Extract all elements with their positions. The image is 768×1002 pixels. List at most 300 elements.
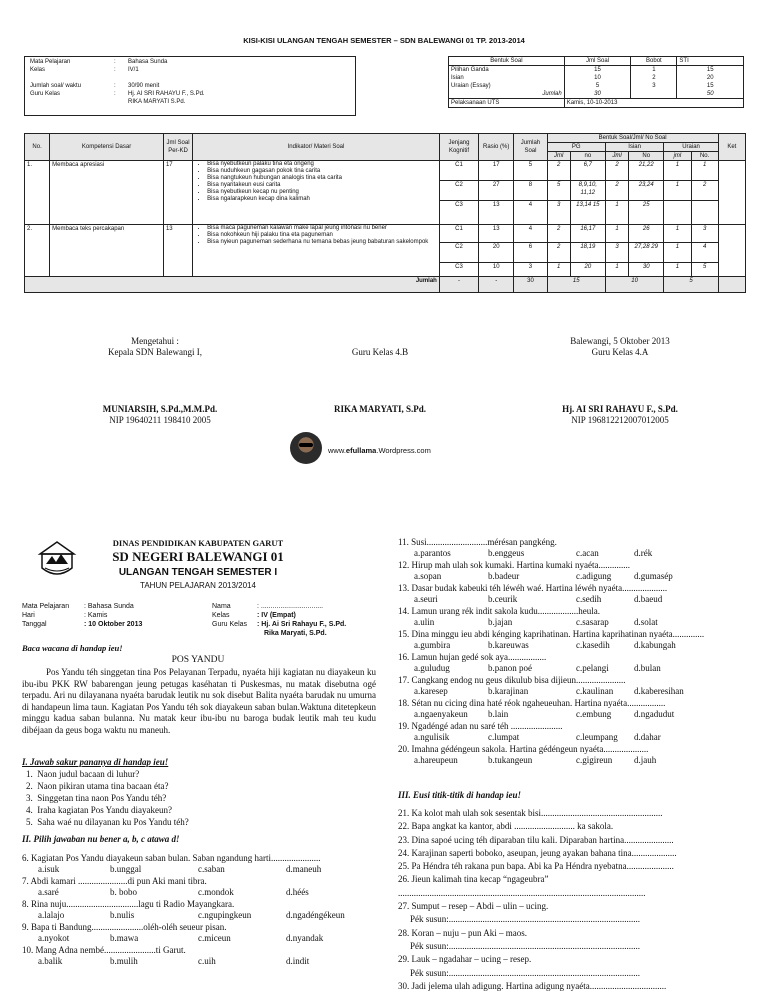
answer-option[interactable]: c.kaulinan <box>576 686 614 696</box>
answer-option[interactable]: b.karajinan <box>488 686 529 696</box>
answer-option[interactable]: d.gumasép <box>634 571 673 581</box>
fill-blank-item: Pék susun:..................................................................................... <box>410 914 641 925</box>
bentuk-cell: Pilihan Ganda <box>449 66 565 75</box>
col-rasio: Rasio (%) <box>479 134 514 161</box>
cell: 1 <box>605 263 628 277</box>
fill-blank-item: .............................................................................................................. <box>398 887 646 898</box>
signer-1-nip: NIP 19640211 198410 2005 <box>109 415 211 425</box>
answer-option[interactable]: c.acan <box>576 548 599 558</box>
indikator-item: • Bisa nyaritakeun eusi carita <box>207 182 437 189</box>
bentuk-cell: 2 <box>631 74 677 82</box>
jumlah-cell: - <box>479 277 514 293</box>
answer-option[interactable]: a.ngaenyakeun <box>414 709 468 719</box>
section-2-title: II. Pilih jawaban nu bener a, b, c atawa d! <box>22 834 180 844</box>
question-text: Susi...........................mérésan pangkéng. <box>411 537 557 547</box>
answer-option[interactable]: c.saban <box>198 864 225 874</box>
fill-blank-item: 29. Lauk – ngadahar – ucing – resep. <box>398 954 532 965</box>
cell: 1 <box>691 161 718 181</box>
answer-option[interactable]: a.guludug <box>414 663 450 673</box>
cell: 1 <box>664 181 691 201</box>
answer-options <box>22 933 382 944</box>
answer-option[interactable]: a.ulin <box>414 617 435 627</box>
website-name: efullama <box>345 446 377 455</box>
website-prefix: www. <box>328 446 346 455</box>
question-number: 18. <box>398 698 412 708</box>
question-number: 19. <box>398 721 412 731</box>
mc-question <box>22 944 382 956</box>
fill-blank-item: Pék susun:..................................................................................... <box>410 940 641 951</box>
answer-option[interactable]: a.balik <box>38 956 63 966</box>
question-number: 17. <box>398 675 412 685</box>
story-text: Pos Yandu téh singgetan tina Pos Pelayanan Terpadu, nyaéta hiji kagiatan nu diayakeun ku ibu-ibu PKK RW babarengan jeung petugas kaséhatan ti Puskesmas, nu matak disebutna ogé terpadu. Ari nu dilayanana nyaéta barudak leutik nu sok disebut Balita nyaéta barudak nu umurna di handapeun lima taun. Kagiatan Pos Yandu téh sok diayakeun saban bulan.Waktuna ditetepkeun minggu kadua saban bulanna. Nu matak keur ibu-ibu nu baroga budak leutik mah teu kudu dibéjaan da geus boga waktu nu maneuh. <box>22 667 376 735</box>
answer-option[interactable]: a.gumbira <box>414 640 451 650</box>
answer-option[interactable]: d.kabungah <box>634 640 676 650</box>
answer-option[interactable]: c.gigireun <box>576 755 613 765</box>
answer-option[interactable]: b. bobo <box>110 887 137 897</box>
cell: 3 <box>691 225 718 243</box>
info-label: Jumlah soal/ waktu <box>30 83 82 89</box>
bentuk-cell: 20 <box>677 74 744 82</box>
indikator-item: • Bisa nuduhkeun gagasan pokok tina carita <box>207 168 437 175</box>
indikator-item: • Bisa maca paguneman kalawan make lapal jeung intonasi nu bener <box>207 225 437 232</box>
answer-option[interactable]: b.panon poé <box>488 663 532 673</box>
answer-option[interactable]: b.nulis <box>110 910 135 920</box>
col-kd: Kompetensi Dasar <box>50 134 164 161</box>
col-indikator: Indikator/ Materi Soal <box>193 134 440 161</box>
col-jumlah: Jumlah Soal <box>514 134 547 161</box>
cell: 2 <box>605 161 628 181</box>
exam-title: ULANGAN TENGAH SEMESTER I <box>118 567 278 578</box>
question-text: Kagiatan Pos Yandu diayakeun saban bulan. Saban ngandung harti...................... <box>31 853 321 863</box>
cell: 18,19 <box>570 243 605 263</box>
answer-option[interactable]: a.seuri <box>414 594 438 604</box>
school-year: TAHUN PELAJARAN 2013/2014 <box>140 581 256 590</box>
answer-options <box>398 709 758 720</box>
sub-no: No <box>629 152 664 161</box>
bentuk-cell: 15 <box>677 82 744 90</box>
answer-option[interactable]: c.pelangi <box>576 663 609 673</box>
question-item: 4. Iraha kagiatan Pos Yandu diayakeun? <box>26 805 172 815</box>
question-item: 1. Naon judul bacaan di luhur? <box>26 769 140 779</box>
kd-jml: 13 <box>163 225 192 277</box>
mc-question <box>398 582 758 594</box>
answer-options <box>22 864 382 875</box>
indikator-item: • Bisa nyieun paguneman sederhana nu temana bebas jeung babaturan sakelompok <box>207 239 437 246</box>
info-label: Guru Kelas <box>212 621 248 628</box>
mc-question <box>22 921 382 933</box>
answer-option[interactable]: d.jauh <box>634 755 657 765</box>
section-3-list <box>398 807 758 993</box>
answer-option[interactable]: a.saré <box>38 887 59 897</box>
kisi-main-table <box>24 133 746 293</box>
answer-option[interactable]: a.hareupeun <box>414 755 458 765</box>
answer-option[interactable]: c.embung <box>576 709 612 719</box>
cell: 5 <box>691 263 718 277</box>
pelaksanaan-label: Pelaksanaan UTS <box>449 99 565 108</box>
question-number: 12. <box>398 560 412 570</box>
info-label: Kelas <box>30 67 46 73</box>
bentuk-header: Jml Soal <box>564 57 631 66</box>
cell: 27,28 29 <box>629 243 664 263</box>
cell: 25 <box>629 201 664 225</box>
bentuk-cell: 5 <box>564 82 631 90</box>
answer-options <box>398 686 758 697</box>
section-2-list <box>22 852 382 967</box>
cell: 8 <box>514 181 547 201</box>
jumlah-cell: 10 <box>605 277 663 293</box>
cell: 2 <box>547 225 570 243</box>
col-bentuk: Bentuk Soal/Jml/ No Soal <box>547 134 718 143</box>
answer-options <box>398 548 758 559</box>
signer-2-name: RIKA MARYATI, S.Pd. <box>334 404 426 414</box>
question-item: 2. Naon pikiran utama tina bacaan éta? <box>26 781 169 791</box>
kd-no: 2. <box>25 225 50 277</box>
cell: 1 <box>664 243 691 263</box>
jumlah-cell: 5 <box>664 277 718 293</box>
bentuk-header: Bobot <box>631 57 677 66</box>
answer-option[interactable]: c.sasarap <box>576 617 609 627</box>
answer-options <box>398 663 758 674</box>
question-text: Singgetan tina naon Pos Yandu téh? <box>37 793 167 803</box>
question-text: Dina minggu ieu abdi kénging kaprihatinan. Hartina kaprihatinan nyaéta.............. <box>411 629 705 639</box>
place-date: Balewangi, 5 Oktober 2013 <box>570 336 670 346</box>
answer-option[interactable]: b.badeur <box>488 571 520 581</box>
info-label: Tanggal <box>22 621 47 628</box>
col-uraian: Uraian <box>664 143 718 152</box>
cell: 20 <box>570 263 605 277</box>
answer-option[interactable]: c.lumpat <box>488 732 520 742</box>
question-text: Imahna gédéngeun sakola. Hartina gédéngeun nyaéta.................... <box>411 744 649 754</box>
cell: 4 <box>691 243 718 263</box>
answer-option[interactable]: c.uih <box>198 956 216 966</box>
info-value: : Hj. Ai Sri Rahayu F., S.Pd. <box>257 621 347 628</box>
answer-option[interactable]: b.lain <box>488 709 509 719</box>
answer-option[interactable]: b.kareuwas <box>488 640 529 650</box>
answer-options <box>22 956 382 967</box>
answer-option[interactable]: d.kaberesihan <box>634 686 684 696</box>
answer-option[interactable]: d.bulan <box>634 663 661 673</box>
bentuk-cell: 3 <box>631 82 677 90</box>
question-text: Bapa ti Bandung.......................oléh-oléh seueur pisan. <box>31 922 227 932</box>
info-label: Mata Pelajaran <box>22 603 70 610</box>
question-number: 10. <box>22 945 36 955</box>
cell: C1 <box>439 225 478 243</box>
answer-option[interactable]: a.lalajo <box>38 910 65 920</box>
jumlah-cell: 30 <box>514 277 547 293</box>
col-pg: PG <box>547 143 605 152</box>
kepala-label: Kepala SDN Balewangi I, <box>108 347 202 357</box>
info-value: RIKA MARYATI S.Pd. <box>128 99 186 105</box>
question-number: 13. <box>398 583 412 593</box>
fill-blank-item: 27. Sumput – resep – Abdi – ulin – ucing. <box>398 901 549 912</box>
col-isian: Isian <box>605 143 663 152</box>
section-1-title: I. Jawab sakur pananya di handap ieu! <box>22 757 169 767</box>
kd-no: 1. <box>25 161 50 225</box>
cell: 6 <box>514 243 547 263</box>
question-number: 15. <box>398 629 412 639</box>
answer-option[interactable]: b.unggal <box>110 864 142 874</box>
bentuk-cell: 15 <box>564 66 631 75</box>
student-name-field[interactable]: : ................................ <box>257 603 324 610</box>
mengetahui: Mengetahui : <box>131 336 179 346</box>
col-ket: Ket <box>718 134 745 161</box>
question-text: Cangkang endog nu geus dikulub bisa dijieun...................... <box>411 675 626 685</box>
cell: 1 <box>664 263 691 277</box>
sub-jml: Jml <box>547 152 570 161</box>
cell: C1 <box>439 161 478 181</box>
cell: 2 <box>547 243 570 263</box>
cell: 13 <box>479 201 514 225</box>
answer-option[interactable]: d.solat <box>634 617 658 627</box>
mc-question <box>398 536 758 548</box>
cell: 27 <box>479 181 514 201</box>
kisi-info-box: Mata Pelajaran : Bahasa Sunda Kelas : IV/1 Jumlah soal/ waktu : 30/90 menit Guru Kelas : Hj. AI SRI RAHAYU F., S.Pd. RIKA MARYATI S.Pd. <box>24 56 356 116</box>
story-title: POS YANDU <box>171 655 225 665</box>
kd-indikator <box>193 161 440 225</box>
cell: 3 <box>547 201 570 225</box>
mc-question <box>22 852 382 864</box>
bentuk-total: 30 <box>564 90 631 99</box>
bentuk-cell: 1 <box>631 66 677 75</box>
author-avatar <box>290 432 322 464</box>
cell: 26 <box>629 225 664 243</box>
answer-option[interactable]: d.ngadudut <box>634 709 675 719</box>
question-number: 8. <box>22 899 31 909</box>
kd-name: Membaca teks percakapan <box>50 225 164 277</box>
mc-question <box>398 697 758 709</box>
jumlah-cell: 15 <box>547 277 605 293</box>
answer-option[interactable]: d.ngadéngékeun <box>286 910 345 920</box>
mc-question <box>398 605 758 617</box>
jumlah-label: Jumlah <box>25 277 440 293</box>
question-number: 14. <box>398 606 412 616</box>
cell: 2 <box>547 161 570 181</box>
answer-option[interactable]: a.ngulisik <box>414 732 450 742</box>
fill-blank-item: 30. Jadi jelema ulah adigung. Hartina adigung nyaéta.................................. <box>398 980 667 991</box>
indikator-item: • Bisa nyebutkeun palaku tina eta ongeng <box>207 161 437 168</box>
answer-options <box>398 571 758 582</box>
website-link[interactable] <box>328 446 431 455</box>
question-text: Ngadéngé adan nu saré téh ....................... <box>411 721 563 731</box>
answer-options <box>398 617 758 628</box>
question-text: Dasar budak kabeuki téh léwéh waé. Hartina léwéh nyaéta.................... <box>411 583 668 593</box>
cell: 2 <box>691 181 718 201</box>
answer-option[interactable]: d.indit <box>286 956 310 966</box>
info-value: Bahasa Sunda <box>128 59 168 65</box>
fill-blank-item: 24. Karajinan saperti boboko, aseupan, jeung ayakan bahana tina.................... <box>398 847 677 858</box>
bentuk-total-label: Jumlah <box>449 90 565 99</box>
info-value: : IV (Empat) <box>257 612 296 619</box>
indikator-item: • Bisa nangtukeun hubungan analogis tina eta carita <box>207 175 437 182</box>
mc-question <box>398 674 758 686</box>
bentuk-soal-table <box>448 56 744 108</box>
question-number: 6. <box>22 853 31 863</box>
answer-option[interactable]: b.mawa <box>110 933 139 943</box>
pelaksanaan-value: Kamis, 10-10-2013 <box>564 99 743 108</box>
cell: 16,17 <box>570 225 605 243</box>
mc-question <box>22 875 382 887</box>
guru-b-label: Guru Kelas 4.B <box>351 347 409 357</box>
section-2-list-continued <box>398 536 758 766</box>
answer-options <box>398 755 758 766</box>
answer-option[interactable]: b.enggeus <box>488 548 525 558</box>
answer-option[interactable]: c.ngupingkeun <box>198 910 252 920</box>
signer-3-nip: NIP 196812212007012005 <box>571 415 669 425</box>
cell: C2 <box>439 181 478 201</box>
cell: 21,22 <box>629 161 664 181</box>
answer-option[interactable]: d.maneuh <box>286 864 322 874</box>
info-value: : 10 Oktober 2013 <box>84 621 143 628</box>
question-text: Hirup mah ulah sok kumaki. Hartina kumaki nyaéta.............. <box>411 560 630 570</box>
fill-blank-item: 25. Pa Héndra téh rakana pun bapa. Abi ka Pa Héndra nyebatna..................... <box>398 861 674 872</box>
sub-no: no <box>570 152 605 161</box>
answer-option[interactable]: d.baeud <box>634 594 663 604</box>
info-value: Hj. AI SRI RAHAYU F., S.Pd. <box>128 91 205 97</box>
cell: 4 <box>514 225 547 243</box>
info-value: 30/90 menit <box>128 83 160 89</box>
answer-option[interactable]: c.miceun <box>198 933 231 943</box>
kd-jml: 17 <box>163 161 192 225</box>
answer-option[interactable]: a.parantos <box>414 548 451 558</box>
cell: C3 <box>439 263 478 277</box>
jumlah-cell: - <box>439 277 478 293</box>
mc-question <box>398 720 758 732</box>
school-name: SD NEGERI BALEWANGI 01 <box>112 549 284 564</box>
cell: 6,7 <box>570 161 605 181</box>
question-item: 5. Saha waé nu dilayanan ku Pos Yandu téh? <box>26 817 189 827</box>
bentuk-cell: Uraian (Essay) <box>449 82 565 90</box>
bentuk-cell: Isian <box>449 74 565 82</box>
answer-option[interactable]: b.jajan <box>488 617 513 627</box>
answer-option[interactable]: c.sedih <box>576 594 602 604</box>
question-number: 7. <box>22 876 31 886</box>
answer-options <box>22 910 382 921</box>
question-text: Mang Adna nembé.......................ti Garut. <box>35 945 186 955</box>
answer-options <box>398 594 758 605</box>
cell: 1 <box>664 225 691 243</box>
col-no: No. <box>25 134 50 161</box>
cell: 4 <box>514 201 547 225</box>
fill-blank-item: 21. Ka kolot mah ulah sok sesentak bisi...................................................... <box>398 808 663 818</box>
col-jml: Jml Soal Per-KD <box>163 134 192 161</box>
cell: 13,14 15 <box>570 201 605 225</box>
answer-option[interactable]: a.isuk <box>38 864 60 874</box>
answer-option[interactable]: c.adigung <box>576 571 612 581</box>
col-jenjang: Jenjang Kognitif <box>439 134 478 161</box>
indikator-item: • Bisa ngalarapkeun kecap dina kalimah <box>207 196 437 203</box>
info-label: Nama <box>212 603 231 610</box>
answer-option[interactable]: a.sopan <box>414 571 442 581</box>
question-text: Lamun urang rék indit sakola kudu..................heula. <box>411 606 600 616</box>
answer-option[interactable]: d.dahar <box>634 732 661 742</box>
info-value: : Bahasa Sunda <box>84 603 134 610</box>
answer-option[interactable]: d.héés <box>286 887 309 897</box>
fill-blank-item: 22. Bapa angkat ka kantor, abdi ........................... ka sakola. <box>398 821 614 832</box>
answer-option[interactable]: b.ceurik <box>488 594 518 604</box>
cell: 30 <box>629 263 664 277</box>
info-label: Mata Pelajaran <box>30 59 71 65</box>
cell: C2 <box>439 243 478 263</box>
answer-option[interactable]: a.karesep <box>414 686 448 696</box>
sub-no: No. <box>691 152 718 161</box>
cell: 3 <box>514 263 547 277</box>
sub-jml: Jml <box>605 152 628 161</box>
guru-a-label: Guru Kelas 4.A <box>591 347 649 357</box>
cell: 3 <box>605 243 628 263</box>
question-number: 20. <box>398 744 412 754</box>
mc-question <box>398 628 758 640</box>
cell: 2 <box>605 181 628 201</box>
answer-option[interactable]: d.rék <box>634 548 653 558</box>
fill-blank-item: 26. Jieun kalimah tina kecap “ngageubra” <box>398 874 549 885</box>
cell <box>691 201 718 225</box>
fill-blank-item: 23. Dina sapoé ucing téh diparaban tilu kali. Diparaban hartina...................... <box>398 834 674 845</box>
kd-indikator <box>193 225 440 277</box>
cell <box>664 201 691 225</box>
indikator-item: • Bisa nyebutkeun kecap nu penting <box>207 189 437 196</box>
info-label: Hari <box>22 612 35 619</box>
website-suffix: .Wordpress.com <box>376 446 431 455</box>
reading-instruction: Baca wacana di handap ieu! <box>22 643 123 653</box>
cell: 20 <box>479 243 514 263</box>
question-text: Lamun hujan gedé sok aya................. <box>411 652 547 662</box>
cell: 23,24 <box>629 181 664 201</box>
question-text: Iraha kagiatan Pos Yandu diayakeun? <box>37 805 172 815</box>
mc-question <box>398 651 758 663</box>
cell: 17 <box>479 161 514 181</box>
info-value: Rika Maryati, S.Pd. <box>264 630 327 637</box>
answer-option[interactable]: d.nyandak <box>286 933 324 943</box>
answer-option[interactable]: c.kasedih <box>576 640 610 650</box>
fill-blank-item: 28. Koran – nuju – pun Aki – maos. <box>398 927 527 938</box>
sub-jml: jml <box>664 152 691 161</box>
answer-options <box>398 640 758 651</box>
section-3-title: III. Eusi titik-titik di handap ieu! <box>398 790 522 800</box>
question-text: Abdi kamari ......................di pun Aki mani tibra. <box>30 876 207 886</box>
exam-info-left <box>22 602 142 629</box>
question-text: Sétan nu cicing dina haté réok ngaheueuhan. Hartina nyaéta................. <box>411 698 666 708</box>
bentuk-header: STI <box>677 57 744 66</box>
answer-option[interactable]: a.nyokot <box>38 933 70 943</box>
info-label: Guru Kelas <box>30 91 61 97</box>
cell: 1 <box>664 161 691 181</box>
answer-options <box>398 732 758 743</box>
cell: C3 <box>439 201 478 225</box>
dinas-name: DINAS PENDIDIKAN KABUPATEN GARUT <box>112 538 284 548</box>
question-item: 3. Singgetan tina naon Pos Yandu téh? <box>26 793 167 803</box>
answer-option[interactable]: b.mulih <box>110 956 138 966</box>
kisi-title: KISI-KISI ULANGAN TENGAH SEMESTER – SDN BALEWANGI 01 TP. 2013-2014 <box>243 36 525 45</box>
bentuk-total: 50 <box>677 90 744 99</box>
cell: 1 <box>547 263 570 277</box>
signer-1-name: MUNIARSIH, S.Pd.,M.M.Pd. <box>102 404 218 414</box>
mc-question <box>22 898 382 910</box>
question-number: 11. <box>398 537 412 547</box>
cell: 5 <box>514 161 547 181</box>
answer-option[interactable]: c.leumpang <box>576 732 618 742</box>
bentuk-header: Bentuk Soal <box>449 57 565 66</box>
cell: 10 <box>479 263 514 277</box>
answer-option[interactable]: b.tukangeun <box>488 755 533 765</box>
question-number: 9. <box>22 922 31 932</box>
answer-option[interactable]: c.mondok <box>198 887 234 897</box>
question-text: Saha waé nu dilayanan ku Pos Yandu téh? <box>37 817 189 827</box>
question-text: Naon pikiran utama tina bacaan éta? <box>37 781 169 791</box>
indikator-item: • Bisa nokohkeun hiji palaku tina eta paguneman <box>207 232 437 239</box>
question-text: Rina nuju................................lagu ti Radio Mayangkara. <box>31 899 235 909</box>
fill-blank-item: Pék susun:..................................................................................... <box>410 967 641 978</box>
answer-options <box>22 887 382 898</box>
